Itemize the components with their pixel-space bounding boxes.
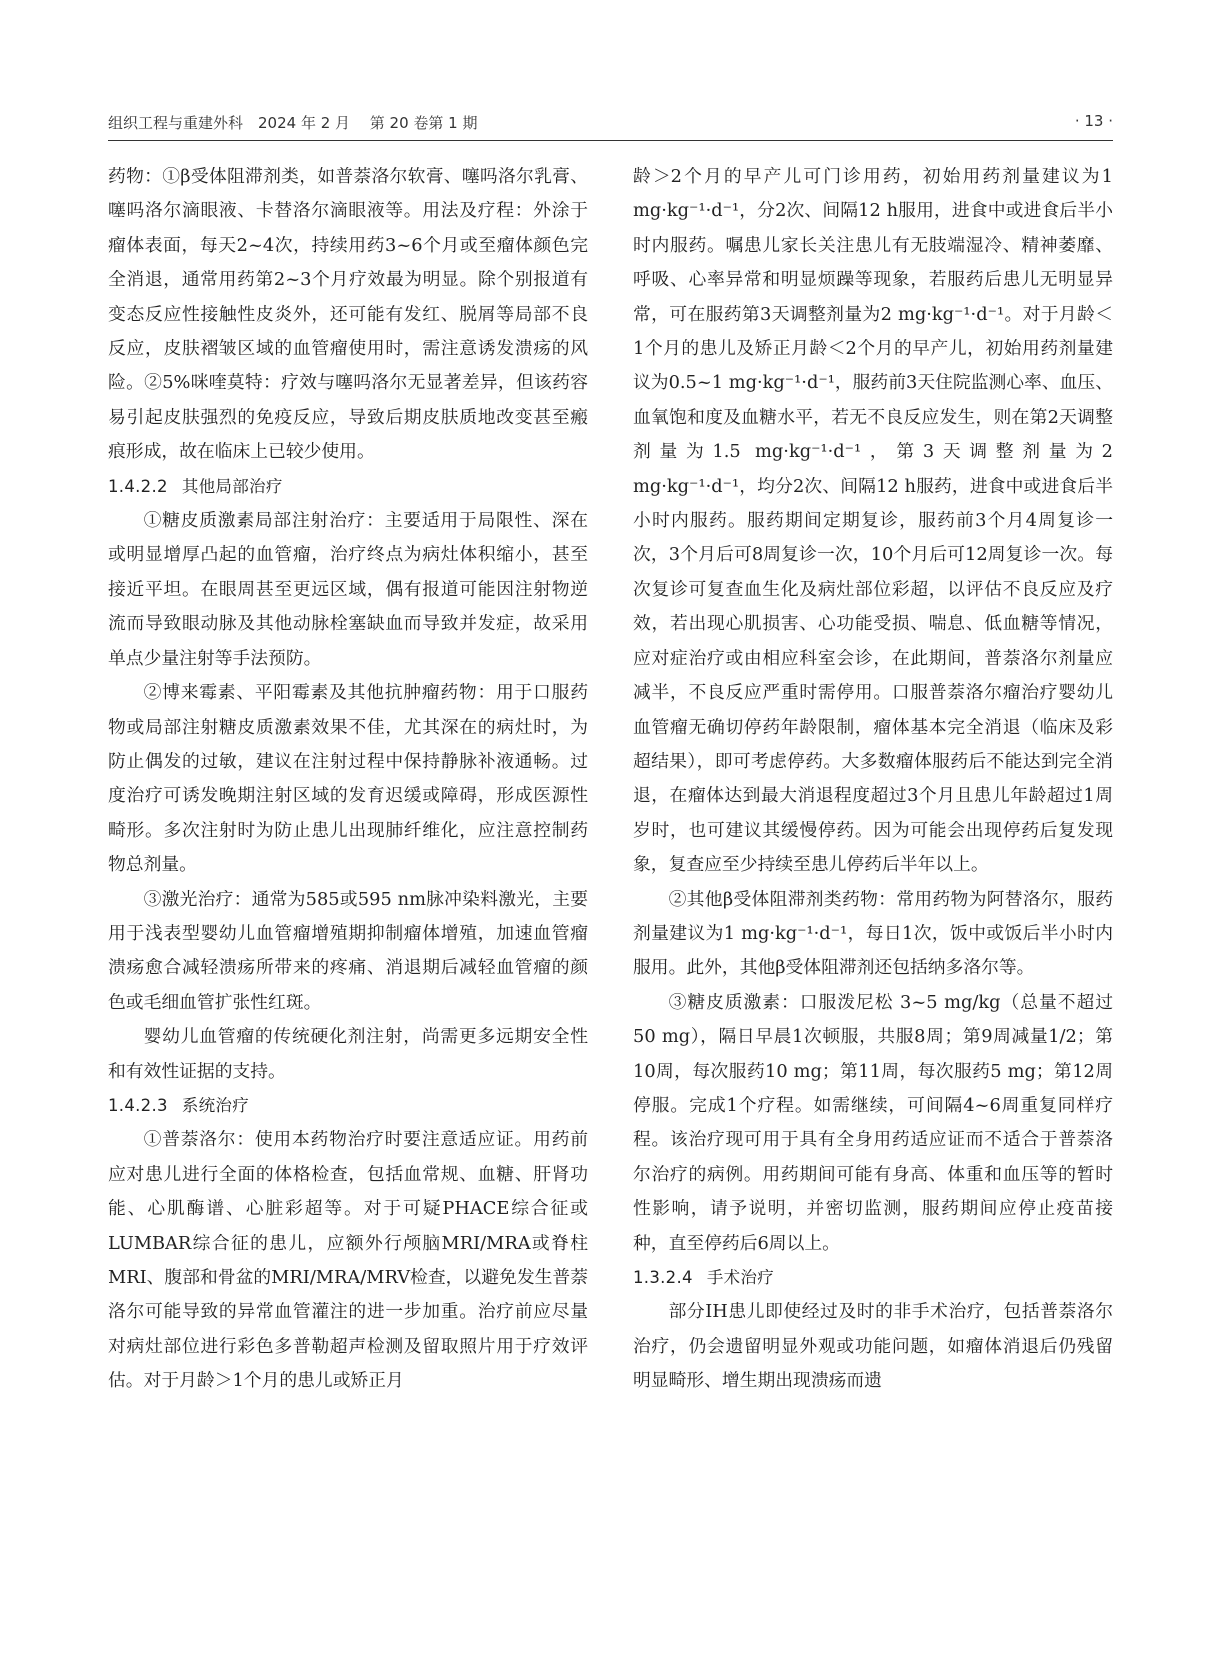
journal-citation: 组织工程与重建外科 2024 年 2 月 第 20 卷第 1 期 [108, 114, 478, 132]
paragraph: ①普萘洛尔：使用本药物治疗时要注意适应证。用药前应对患儿进行全面的体格检查，包括血常规、血糖、肝肾功能、心肌酶谱、心脏彩超等。对于可疑PHACE综合征或LUMBAR综合征的患儿，应额外行颅脑MRI/MRA或脊柱MRI、腹部和骨盆的MRI/MRA/MRV检查，以避免发生普萘洛尔可能导致的异常血管灌注的进一步加重。治疗前应尽量对病灶部位进行彩色多普勒超声检测及留取照片用于疗效评估。对于月龄＞1个月的患儿或矫正月 [108, 1129, 588, 1392]
paragraph: ①糖皮质激素局部注射治疗：主要适用于局限性、深在或明显增厚凸起的血管瘤，治疗终点为病灶体积缩小，甚至接近平坦。在眼周甚至更远区域，偶有报道可能因注射物逆流而导致眼动脉及其他动脉栓塞缺血而导致并发症，故采用单点少量注射等手法预防。 [108, 510, 588, 669]
page-number: · 13 · [1074, 112, 1113, 130]
paragraph: 婴幼儿血管瘤的传统硬化剂注射，尚需更多远期安全性和有效性证据的支持。 [108, 1026, 588, 1082]
section-title: 其他局部治疗 [181, 476, 283, 496]
section-title: 系统治疗 [181, 1095, 250, 1115]
paragraph: 药物：①β受体阻滞剂类，如普萘洛尔软膏、噻吗洛尔乳膏、噻吗洛尔滴眼液、卡替洛尔滴眼液等。用法及疗程：外涂于瘤体表面，每天2~4次，持续用药3~6个月或至瘤体颜色完全消退，通常用药第2~3个月疗效最为明显。除个别报道有变态反应性接触性皮炎外，还可能有发红、脱屑等局部不良反应，皮肤褶皱区域的血管瘤使用时，需注意诱发溃疡的风险。②5%咪喹莫特：疗效与噻吗洛尔无显著差异，但该药容易引起皮肤强烈的免疫反应，导致后期皮肤质地改变甚至瘢痕形成，故在临床上已较少使用。 [108, 166, 588, 463]
running-header [108, 112, 1113, 141]
paragraph: ②其他β受体阻滞剂类药物：常用药物为阿替洛尔，服药剂量建议为1 mg·kg⁻¹·d⁻¹，每日1次，饭中或饭后半小时内服用。此外，其他β受体阻滞剂还包括纳多洛尔等。 [633, 888, 1113, 979]
paragraph: ③激光治疗：通常为585或595 nm脉冲染料激光，主要用于浅表型婴幼儿血管瘤增殖期抑制瘤体增殖，加速血管瘤溃疡愈合减轻溃疡所带来的疼痛、消退期后减轻血管瘤的颜色或毛细血管扩张性红斑。 [108, 888, 588, 1013]
section-number: 1.4.2.3 [108, 1095, 168, 1115]
section-heading [108, 470, 588, 504]
section-heading [633, 1261, 1113, 1295]
paragraph: ②博来霉素、平阳霉素及其他抗肿瘤药物：用于口服药物或局部注射糖皮质激素效果不佳，尤其深在的病灶时，为防止偶发的过敏，建议在注射过程中保持静脉补液通畅。过度治疗可诱发晚期注射区域的发育迟缓或障碍，形成医源性畸形。多次注射时为防止患儿出现肺纤维化，应注意控制药物总剂量。 [108, 682, 588, 876]
right-column [633, 160, 1113, 1399]
paragraph: ③糖皮质激素：口服泼尼松 3~5 mg/kg（总量不超过50 mg），隔日早晨1次顿服，共服8周；第9周减量1/2；第10周，每次服药10 mg；第11周，每次服药5 mg；第12周停服。完成1个疗程。如需继续，可间隔4~6周重复同样疗程。该治疗现可用于具有全身用药适应证而不适合于普萘洛尔治疗的病例。用药期间可能有身高、体重和血压等的暂时性影响，请予说明，并密切监测，服药期间应停止疫苗接种，直至停药后6周以上。 [633, 991, 1113, 1254]
section-number: 1.4.2.2 [108, 476, 168, 496]
section-number: 1.3.2.4 [633, 1268, 693, 1287]
paragraph: 部分IH患儿即使经过及时的非手术治疗，包括普萘洛尔治疗，仍会遗留明显外观或功能问题，如瘤体消退后仍残留明显畸形、增生期出现溃疡而遗 [633, 1301, 1113, 1392]
section-title: 手术治疗 [706, 1268, 775, 1287]
left-column [108, 160, 588, 1399]
section-heading [108, 1089, 588, 1123]
paragraph: 龄＞2个月的早产儿可门诊用药，初始用药剂量建议为1 mg·kg⁻¹·d⁻¹，分2次、间隔12 h服用，进食中或进食后半小时内服药。嘱患儿家长关注患儿有无肢端湿冷、精神萎靡、呼吸、心率异常和明显烦躁等现象，若服药后患儿无明显异常，可在服药第3天调整剂量为2 mg·kg⁻¹·d⁻¹。对于月龄＜1个月的患儿及矫正月龄＜2个月的早产儿，初始用药剂量建议为0.5~1 mg·kg⁻¹·d⁻¹，服药前3天住院监测心率、血压、血氧饱和度及血糖水平，若无不良反应发生，则在第2天调整剂量为1.5 mg·kg⁻¹·d⁻¹，第3天调整剂量为2 mg·kg⁻¹·d⁻¹，均分2次、间隔12 h服药，进食中或进食后半小时内服药。服药期间定期复诊，服药前3个月4周复诊一次，3个月后可8周复诊一次，10个月后可12周复诊一次。每次复诊可复查血生化及病灶部位彩超，以评估不良反应及疗效，若出现心肌损害、心功能受损、喘息、低血糖等情况，应对症治疗或由相应科室会诊，在此期间，普萘洛尔剂量应减半，不良反应严重时需停用。口服普萘洛尔瘤治疗婴幼儿血管瘤无确切停药年龄限制，瘤体基本完全消退（临床及彩超结果），即可考虑停药。大多数瘤体服药后不能达到完全消退，在瘤体达到最大消退程度超过3个月且患儿年龄超过1周岁时，也可建议其缓慢停药。因为可能会出现停药后复发现象，复查应至少持续至患儿停药后半年以上。 [633, 166, 1113, 876]
